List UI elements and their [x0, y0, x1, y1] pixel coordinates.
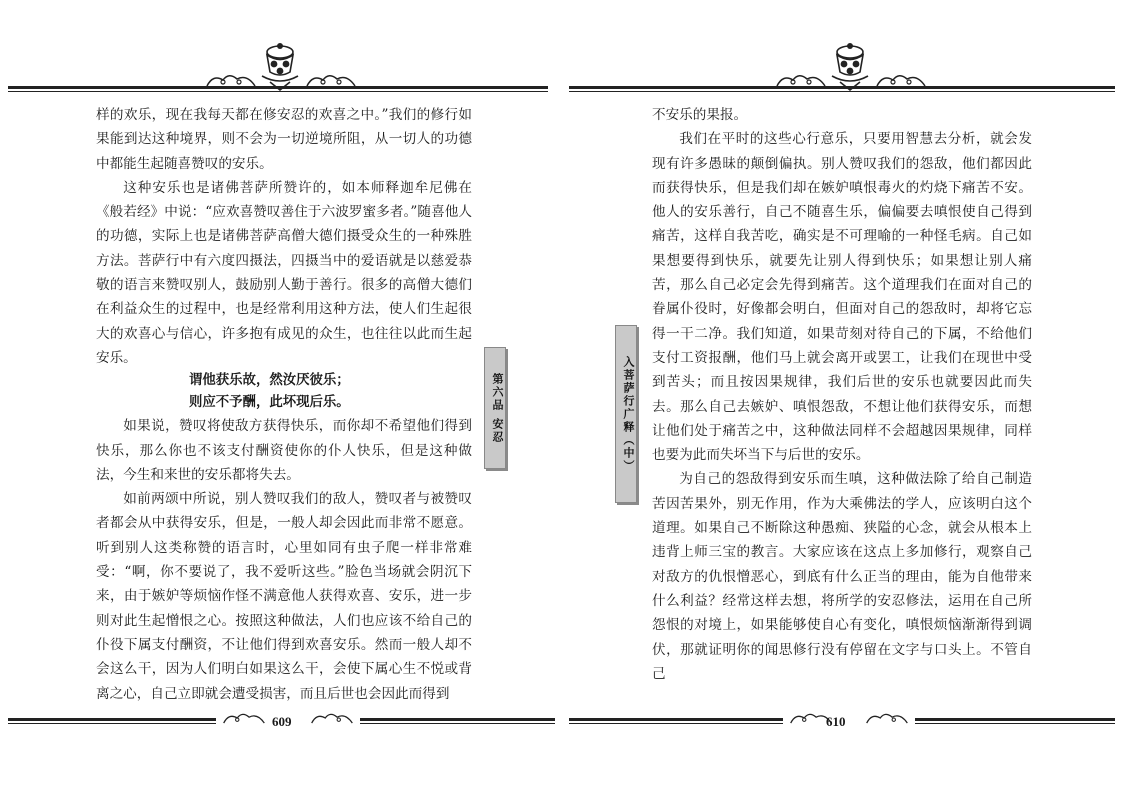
left-body-text — [96, 103, 472, 706]
footer-rule-right — [915, 718, 1115, 725]
paragraph: 我们在平时的这些心行意乐，只要用智慧去分析，就会发现有许多愚昧的颠倒偏执。别人赞叹我们的怨敌，他们都因此而获得快乐，但是我们却在嫉妒嗔恨毒火的灼烧下痛苦不安。他人的安乐善行，自己不随喜生乐，偏偏要去嗔恨使自己得到痛苦，这样自我苦吃，确实是不可理喻的一种怪毛病。自己如果想要得到快乐，就要先让别人得到快乐；如果想让别人痛苦，那么自己必定会先得到痛苦。这个道理我们在面对自己的眷属仆役时，好像都会明白，但面对自己的怨敌时，却将它忘得一干二净。我们知道，如果苛刻对待自己的下属，不给他们支付工资报酬，他们马上就会离开或罢工，让我们在现世中受到苦头；而且按因果规律，我们后世的安乐也就要因此而失去。那么自己去嫉妒、嗔恨怨敌，不想让他们获得安乐，而想让他们处于痛苦之中，这种做法同样不会超越因果规律，同样也要为此而失坏当下与后世的安乐。 — [652, 131, 1032, 464]
dharma-jewel-ornament-icon — [820, 42, 880, 92]
cloud-ornament-icon — [865, 710, 909, 726]
verse-line: 则应不予酬，此坏现后乐。 — [189, 395, 350, 411]
header-rule — [569, 86, 1115, 93]
paragraph: 为自己的怨敌得到安乐而生嗔，这种做法除了给自己制造苦因苦果外，别无作用，作为大乘佛法的学人，应该明白这个道理。如果自己不断除这种愚痴、狭隘的心念，就会从根本上违背上师三宝的教言。大家应该在这点上多加修行，观察自己对敌方的仇恨憎恶心，到底有什么正当的理由，能为自他带来什么利益？经常这样去想，将所学的安忍修法，运用在自己所怨恨的对境上，如果能够使自心有变化，嗔恨烦恼渐渐得到调伏，那就证明你的闻思修行没有停留在文字与口头上。不管自己 — [652, 471, 1032, 682]
right-body-text — [652, 103, 1032, 686]
cloud-ornament-icon — [222, 710, 266, 726]
footer-rule-left — [569, 718, 783, 725]
page-number: 609 — [272, 714, 292, 729]
paragraph: 样的欢乐，现在我每天都在修安忍的欢喜之中。”我们的修行如果能到达这种境界，则不会为一切逆境所阻，从一切人的功德中都能生起随喜赞叹的安乐。 — [96, 107, 472, 172]
header-rule — [8, 86, 548, 93]
verse-line: 谓他获乐故，然汝厌彼乐； — [189, 373, 350, 389]
footer-rule-left — [8, 718, 216, 725]
paragraph: 如果说，赞叹将使敌方获得快乐，而你却不希望他们得到快乐，那么你也不该支付酬资使你的仆人快乐，但是这种做法，今生和来世的安乐都将失去。 — [96, 418, 472, 483]
page-number: 610 — [826, 714, 846, 729]
left-page — [0, 0, 560, 794]
chapter-side-tab: 第六品 安忍 — [484, 347, 506, 469]
paragraph: 这种安乐也是诸佛菩萨所赞许的，如本师释迦牟尼佛在《般若经》中说：“应欢喜赞叹善住于六波罗蜜多者。”随喜他人的功德，实际上也是诸佛菩萨高僧大德们摄受众生的一种殊胜方法。菩萨行中有六度四摄法，四摄当中的爱语就是以慈爱恭敬的语言来赞叹别人，鼓励别人勤于善行。很多的高僧大德们在利益众生的过程中，也是经常利用这种方法，使人们生起很大的欢喜心与信心，许多抱有成见的众生，也往往以此而生起安乐。 — [96, 179, 472, 366]
right-page — [563, 0, 1123, 794]
book-title-side-tab: 入菩萨行广释（中） — [615, 325, 637, 503]
cloud-ornament-icon — [310, 710, 354, 726]
footer-rule-right — [360, 718, 555, 725]
paragraph: 如前两颂中所说，别人赞叹我们的敌人，赞叹者与被赞叹者都会从中获得安乐，但是，一般人却会因此而非常不愿意。听到别人这类称赞的语言时，心里如同有虫子爬一样非常难受：“啊，你不要说了，我不爱听这些。”脸色当场就会阴沉下来，由于嫉妒等烦恼作怪不满意他人获得欢喜、安乐，进一步则对此生起憎恨之心。按照这种做法，人们也应该不给自己的仆役下属支付酬资，不让他们得到欢喜安乐。然而一般人却不会这么干，因为人们明白如果这么干，会使下属心生不悦或背离之心，自己立即就会遭受损害，而且后世也会因此而得到 — [96, 491, 472, 702]
dharma-jewel-ornament-icon — [250, 42, 310, 92]
paragraph: 不安乐的果报。 — [652, 107, 748, 123]
